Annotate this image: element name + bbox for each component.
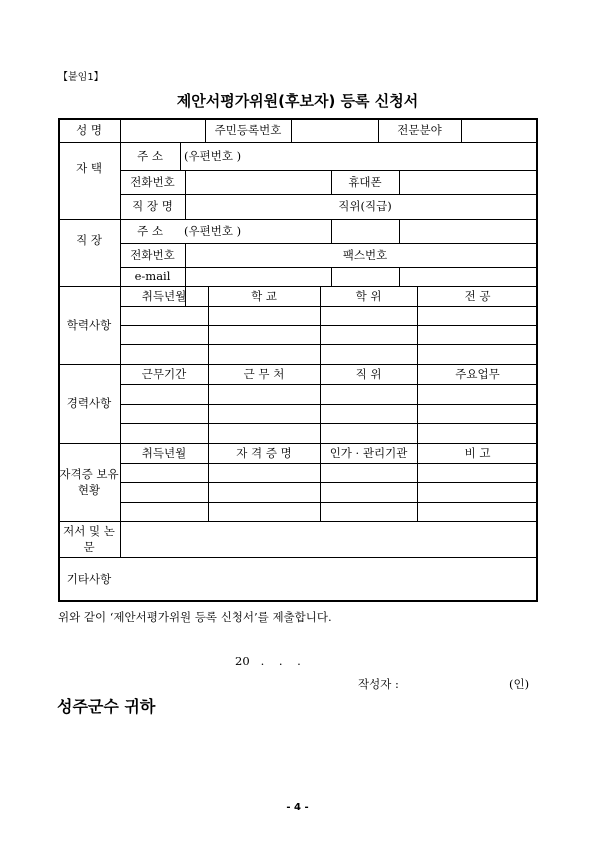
registration-form-table [58,118,538,602]
work-fax-field[interactable] [399,243,538,267]
work-address-field[interactable]: (우편번호 ) [184,223,242,238]
home-mobile-field[interactable] [399,170,538,194]
work-fax-label: 팩스번호 [342,247,388,262]
row-divider [120,423,538,424]
certificates-header: 비 고 [464,445,491,460]
career-header: 근 무 처 [243,366,285,381]
attachment-tag: 【붙임1】 [58,72,104,83]
certificates-header: 자 격 증 명 [236,445,292,460]
education-label: 학력사항 [66,317,112,332]
workplace-name-label: 직 장 명 [132,199,173,214]
other-field[interactable] [120,557,538,602]
work-position-label: 직위(직급) [338,199,392,214]
career-header: 근무기간 [141,366,187,381]
row-divider [120,404,538,405]
home-phone-field[interactable] [185,170,331,194]
education-header: 전 공 [464,288,491,303]
home-phone-label: 전화번호 [130,174,175,189]
work-label: 직 장 [76,232,102,247]
work-email-field[interactable] [185,267,538,286]
resident-number-label: 주민등록번호 [214,122,282,137]
row-divider [120,325,538,326]
certificates-header: 인가 · 관리기관 [329,445,408,460]
writer-label: 작성자 : [358,677,399,691]
row-divider [120,482,538,483]
home-label: 자 택 [76,160,102,175]
home-address-field[interactable]: (우편번호 ) [184,148,242,163]
education-header: 취득년월 [141,288,187,303]
home-mobile-label: 휴대폰 [348,174,382,189]
name-label: 성 명 [76,122,102,137]
date-line: 20 . . . [235,654,301,668]
specialty-field[interactable] [461,118,538,142]
page-number: - 4 - [286,802,309,813]
career-header: 주요업무 [455,366,500,381]
other-label: 기타사항 [66,572,112,587]
certificates-header: 취득년월 [141,445,187,460]
workplace-name-field[interactable] [185,194,331,219]
work-position-field[interactable] [399,194,538,219]
work-address-label: 주 소 [137,223,163,238]
row-divider [120,344,538,345]
publications-label: 저서 및 논문 [63,523,115,554]
form-title: 제안서평가위원(후보자) 등록 신청서 [176,92,419,110]
work-phone-field[interactable] [185,243,331,267]
work-phone-label: 전화번호 [130,247,175,262]
row-divider [120,463,538,464]
career-label: 경력사항 [66,396,112,411]
education-header: 학 교 [251,288,277,303]
resident-number-field[interactable] [291,118,378,142]
home-address-label: 주 소 [137,148,163,163]
row-divider [120,384,538,385]
publications-field[interactable] [120,521,538,557]
submission-statement: 위와 같이 ‘제안서평가위원 등록 신청서’를 제출합니다. [58,610,332,624]
certificates-label: 자격증 보유현황 [59,466,119,497]
name-field[interactable] [120,118,205,142]
education-header: 학 위 [355,288,382,303]
seal-label: (인) [509,677,530,691]
career-header: 직 위 [355,366,382,381]
specialty-label: 전문분야 [397,122,442,137]
recipient: 성주군수 귀하 [57,697,156,716]
row-divider [120,502,538,503]
work-email-label: e-mail [134,269,171,284]
row-divider [120,306,538,307]
